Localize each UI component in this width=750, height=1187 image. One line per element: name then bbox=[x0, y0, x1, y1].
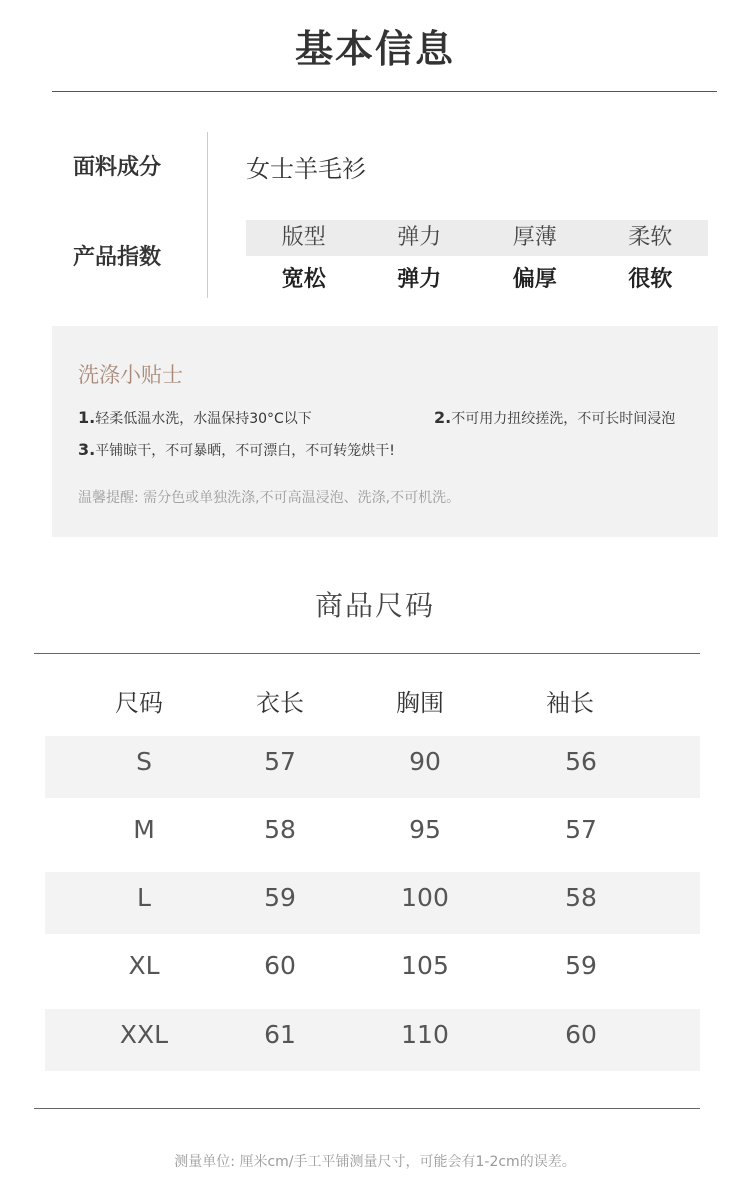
length-cell: 58 bbox=[264, 815, 296, 844]
size-cell: M bbox=[133, 815, 155, 844]
index-value-fit: 宽松 bbox=[281, 267, 326, 292]
length-cell: 61 bbox=[264, 1020, 296, 1049]
size-header-sleeve: 袖长 bbox=[546, 689, 594, 717]
chest-cell: 100 bbox=[401, 883, 449, 912]
wash-tips-panel bbox=[52, 326, 718, 537]
index-value-row bbox=[246, 262, 708, 298]
size-header-chest: 胸围 bbox=[396, 689, 444, 717]
wash-tip-3 bbox=[78, 440, 395, 460]
wash-tip-2 bbox=[434, 408, 675, 428]
size-cell: L bbox=[137, 883, 151, 912]
chest-cell: 105 bbox=[401, 951, 449, 980]
wash-tip-1-number: 1. bbox=[78, 408, 96, 427]
sleeve-cell: 59 bbox=[565, 951, 597, 980]
index-header-elasticity: 弹力 bbox=[397, 225, 442, 250]
wash-tip-3-text: 平铺晾干，不可暴晒，不可漂白，不可转笼烘干! bbox=[95, 443, 395, 459]
index-value-thickness: 偏厚 bbox=[512, 267, 557, 292]
wash-reminder: 温馨提醒: 需分色或单独洗涤,不可高温浸泡、洗涤,不可机洗。 bbox=[78, 490, 461, 506]
index-header-softness: 柔软 bbox=[628, 225, 673, 250]
size-cell: S bbox=[136, 747, 152, 776]
sleeve-cell: 60 bbox=[565, 1020, 597, 1049]
length-cell: 60 bbox=[264, 951, 296, 980]
fabric-label: 面料成分 bbox=[73, 155, 162, 180]
sleeve-cell: 56 bbox=[565, 747, 597, 776]
size-cell: XL bbox=[128, 951, 160, 980]
size-chart-top-divider bbox=[34, 653, 700, 654]
title-divider bbox=[52, 91, 717, 92]
chest-cell: 110 bbox=[401, 1020, 449, 1049]
wash-tip-2-number: 2. bbox=[434, 408, 452, 427]
size-header-size: 尺码 bbox=[115, 689, 163, 717]
length-cell: 59 bbox=[264, 883, 296, 912]
chest-cell: 90 bbox=[409, 747, 441, 776]
size-chart-bottom-divider bbox=[34, 1108, 700, 1109]
size-chart-title: 商品尺码 bbox=[314, 589, 435, 622]
sleeve-cell: 57 bbox=[565, 815, 597, 844]
wash-tip-1 bbox=[78, 408, 312, 428]
index-value-softness: 很软 bbox=[628, 267, 673, 292]
wash-tip-3-number: 3. bbox=[78, 440, 96, 459]
size-header-length: 衣长 bbox=[256, 689, 304, 717]
index-header-fit: 版型 bbox=[281, 225, 326, 250]
basic-info-title: 基本信息 bbox=[294, 27, 455, 71]
index-header-row bbox=[246, 220, 708, 256]
wash-tip-1-text: 轻柔低温水洗，水温保持30°C以下 bbox=[95, 411, 312, 427]
wash-tip-2-text: 不可用力扭绞搓洗，不可长时间浸泡 bbox=[451, 411, 676, 427]
info-vertical-divider bbox=[207, 132, 208, 298]
length-cell: 57 bbox=[264, 747, 296, 776]
index-value-elasticity: 弹力 bbox=[397, 267, 442, 292]
fabric-value: 女士羊毛衫 bbox=[246, 155, 366, 183]
size-cell: XXL bbox=[119, 1020, 169, 1049]
index-header-thickness: 厚薄 bbox=[512, 225, 557, 250]
wash-tips-title: 洗涤小贴士 bbox=[78, 363, 183, 387]
index-label: 产品指数 bbox=[73, 245, 162, 270]
chest-cell: 95 bbox=[409, 815, 441, 844]
sleeve-cell: 58 bbox=[565, 883, 597, 912]
measurement-note: 测量单位: 厘米cm/手工平铺测量尺寸，可能会有1-2cm的误差。 bbox=[174, 1154, 576, 1170]
